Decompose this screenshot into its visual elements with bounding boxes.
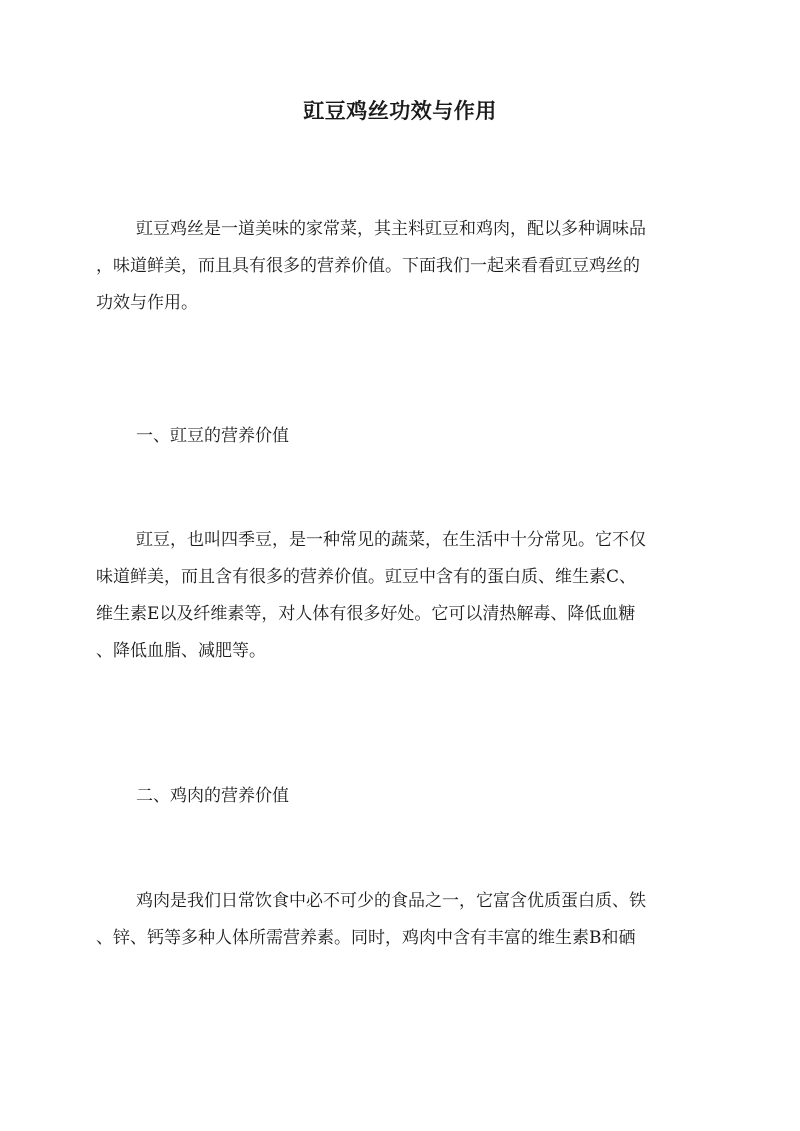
heading-text: 一、豇豆的营养价值 [136,426,289,446]
paragraph-line: 维生素E以及纤维素等，对人体有很多好处。它可以清热解毒、降低血糖 [96,604,636,624]
section-heading-2 [96,778,702,815]
paragraph-line: 豇豆鸡丝是一道美味的家常菜，其主料豇豆和鸡肉，配以多种调味品 [136,219,646,239]
section2-paragraph [96,883,702,957]
intro-paragraph [96,211,702,322]
paragraph-line: 味道鲜美，而且含有很多的营养价值。豇豆中含有的蛋白质、维生素C、 [96,567,637,587]
paragraph-line: 鸡肉是我们日常饮食中必不可少的食品之一，它富含优质蛋白质、铁 [136,891,646,911]
heading-text: 二、鸡肉的营养价值 [136,786,289,806]
paragraph-line: 豇豆，也叫四季豆，是一种常见的蔬菜，在生活中十分常见。它不仅 [136,530,646,550]
section1-paragraph [96,522,702,670]
paragraph-line: 、降低血脂、减肥等。 [96,641,266,661]
document-title: 豇豆鸡丝功效与作用 [303,98,497,123]
section-heading-1 [96,418,702,455]
paragraph-line: 、锌、钙等多种人体所需营养素。同时，鸡肉中含有丰富的维生素B和硒 [96,928,636,948]
paragraph-line: ，味道鲜美，而且具有很多的营养价值。下面我们一起来看看豇豆鸡丝的 [96,256,640,276]
paragraph-line: 功效与作用。 [96,293,198,313]
